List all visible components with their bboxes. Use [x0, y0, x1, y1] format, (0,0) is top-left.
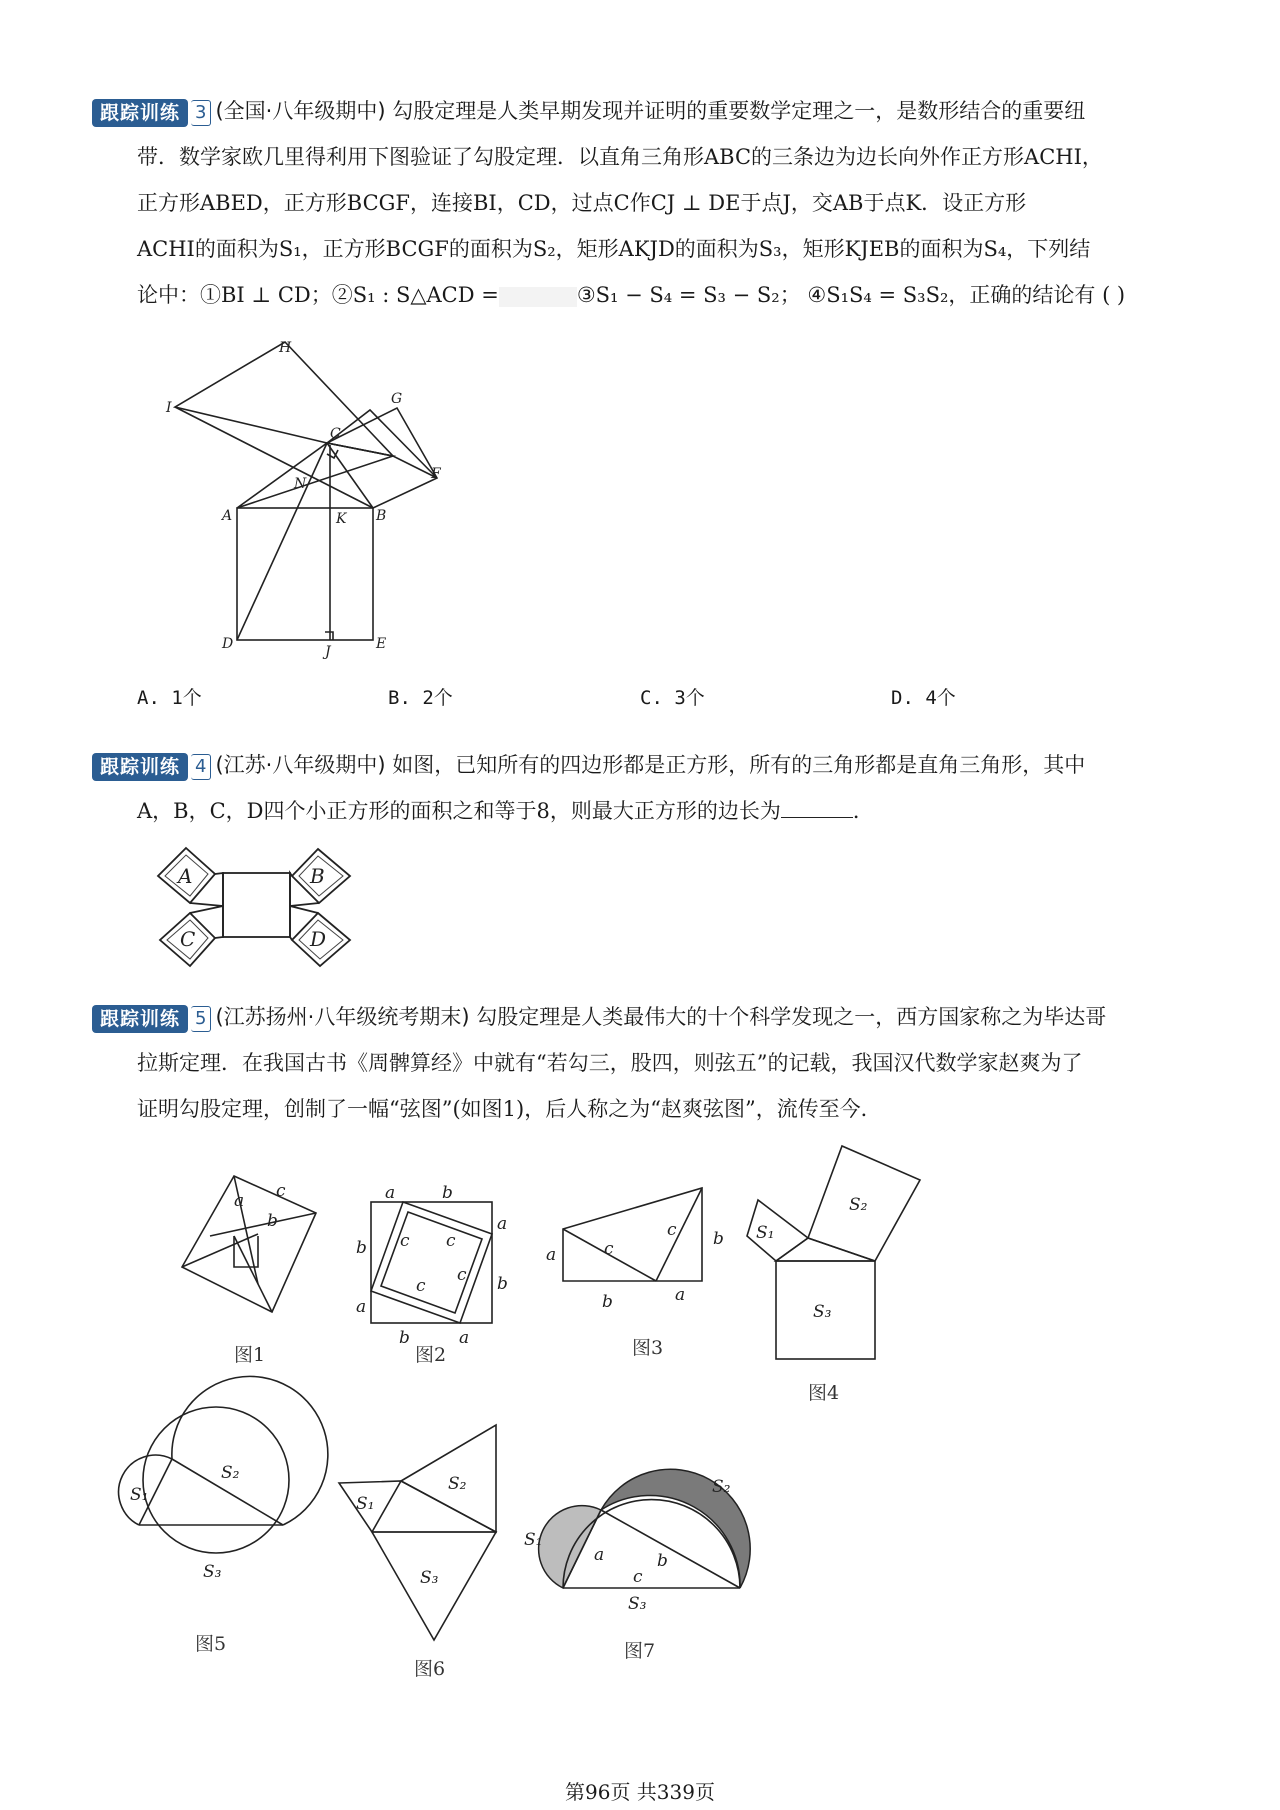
- area-label-s2: S₂: [849, 1195, 868, 1215]
- caption-fig6: 图6: [414, 1658, 446, 1680]
- tracking-badge: 跟踪训练: [92, 753, 188, 781]
- label-H: H: [279, 340, 292, 356]
- side-label-c: c: [416, 1276, 426, 1296]
- side-label-a: a: [234, 1191, 245, 1211]
- side-label-a: a: [356, 1297, 367, 1317]
- q3-text-line-5b: ③S₁ − S₄ = S₃ − S₂； ④S₁S₄ = S₃S₂，正确的结论有 ( ): [576, 283, 1126, 307]
- tracking-badge: 跟踪训练: [92, 99, 188, 127]
- side-label-c: c: [604, 1239, 614, 1259]
- caption-fig2: 图2: [415, 1344, 447, 1366]
- page-footer: 第96页 共339页: [565, 1780, 715, 1804]
- question-source: (江苏·八年级期中): [215, 753, 386, 777]
- label-I: I: [166, 400, 172, 416]
- question-3: [100, 88, 1187, 318]
- answer-blank[interactable]: [781, 797, 853, 818]
- side-label-c: c: [667, 1220, 677, 1240]
- q3-text-line-5a: 论中：①BI ⊥ CD；②S₁ : S△ACD =: [137, 283, 499, 307]
- label-A: A: [178, 864, 193, 888]
- side-label-a: a: [385, 1183, 396, 1203]
- side-label-b: b: [713, 1229, 724, 1249]
- q3-text-line-2: 带．数学家欧几里得利用下图验证了勾股定理．以直角三角形ABC的三条边为边长向外作正方形ACHI，: [137, 145, 1103, 169]
- option-b[interactable]: B. 2个: [388, 687, 453, 709]
- label-D: D: [222, 636, 234, 652]
- caption-fig5: 图5: [195, 1633, 227, 1655]
- label-A: A: [222, 508, 233, 524]
- label-D: D: [310, 927, 327, 951]
- label-E: E: [376, 636, 387, 652]
- q4-text-line-2: A，B，C，D四个小正方形的面积之和等于8，则最大正方形的边长为: [137, 799, 781, 823]
- question-number: 3: [191, 100, 211, 126]
- side-label-b: b: [442, 1183, 453, 1203]
- caption-fig1: 图1: [234, 1344, 266, 1366]
- side-label-b: b: [267, 1211, 278, 1231]
- area-label-s3: S₃: [420, 1568, 439, 1588]
- side-label-a: a: [675, 1285, 686, 1305]
- caption-fig4: 图4: [808, 1382, 840, 1404]
- area-label-s3: S₃: [203, 1562, 222, 1582]
- question-number: 4: [191, 754, 211, 780]
- q4-text-end: ．: [852, 799, 874, 823]
- label-J: J: [325, 644, 331, 660]
- side-label-b: b: [497, 1274, 508, 1294]
- q3-text-line-3: 正方形ABED，正方形BCGF，连接BI，CD，过点C作CJ ⊥ DE于点J，交AB于点K．设正方形: [137, 191, 1027, 215]
- label-G: G: [391, 391, 403, 407]
- side-label-a: a: [497, 1214, 508, 1234]
- caption-fig3: 图3: [632, 1337, 664, 1359]
- side-label-c: c: [633, 1567, 643, 1587]
- side-label-c: c: [400, 1231, 410, 1251]
- side-label-c: c: [446, 1231, 456, 1251]
- option-c[interactable]: C. 3个: [640, 687, 705, 709]
- side-label-b: b: [602, 1292, 613, 1312]
- area-label-s1: S₁: [756, 1223, 775, 1243]
- side-label-b: b: [657, 1551, 668, 1571]
- side-label-b: b: [399, 1328, 410, 1348]
- label-F: F: [431, 466, 441, 482]
- side-label-a: a: [594, 1545, 605, 1565]
- area-label-s2: S₂: [712, 1477, 731, 1497]
- question-5: [100, 994, 1187, 1132]
- area-label-s2: S₂: [448, 1474, 467, 1494]
- q4-text-line-1: 如图，已知所有的四边形都是正方形，所有的三角形都是直角三角形，其中: [392, 753, 1086, 777]
- option-a[interactable]: A. 1个: [137, 687, 202, 709]
- question-number: 5: [191, 1006, 211, 1032]
- area-label-s3: S₃: [813, 1302, 832, 1322]
- side-label-c: c: [276, 1181, 286, 1201]
- q3-text-line-1: 勾股定理是人类早期发现并证明的重要数学定理之一，是数形结合的重要纽: [392, 99, 1086, 123]
- label-C: C: [180, 927, 196, 951]
- question-4: [100, 742, 1187, 834]
- side-label-c: c: [457, 1265, 467, 1285]
- q5-text-line-3: 证明勾股定理，创制了一幅“弦图”(如图1)，后人称之为“赵爽弦图”，流传至今．: [137, 1097, 882, 1121]
- question-source: (全国·八年级期中): [215, 99, 386, 123]
- area-label-s2: S₂: [221, 1463, 240, 1483]
- area-label-s1: S₁: [356, 1494, 375, 1514]
- area-label-s1: S₁: [524, 1530, 543, 1550]
- label-N: N: [294, 476, 307, 492]
- option-d[interactable]: D. 4个: [891, 687, 956, 709]
- label-C: C: [330, 426, 341, 442]
- q3-text-line-4: ACHI的面积为S₁，正方形BCGF的面积为S₂，矩形AKJD的面积为S₃，矩形KJEB的面积为S₄，下列结: [137, 237, 1091, 261]
- area-label-s1: S₁: [130, 1485, 149, 1505]
- label-B: B: [310, 864, 325, 888]
- label-B: B: [376, 508, 387, 524]
- q5-text-line-2: 拉斯定理．在我国古书《周髀算经》中就有“若勾三，股四，则弦五”的记载，我国汉代数学家赵爽为了: [137, 1051, 1083, 1075]
- label-K: K: [336, 511, 347, 527]
- redacted-region: [499, 287, 577, 307]
- tracking-badge: 跟踪训练: [92, 1005, 188, 1033]
- side-label-a: a: [546, 1245, 557, 1265]
- side-label-b: b: [356, 1238, 367, 1258]
- side-label-a: a: [459, 1328, 470, 1348]
- question-source: (江苏扬州·八年级统考期末): [215, 1005, 470, 1029]
- area-label-s3: S₃: [628, 1594, 647, 1614]
- q5-text-line-1: 勾股定理是人类最伟大的十个科学发现之一，西方国家称之为毕达哥: [476, 1005, 1107, 1029]
- caption-fig7: 图7: [624, 1640, 656, 1662]
